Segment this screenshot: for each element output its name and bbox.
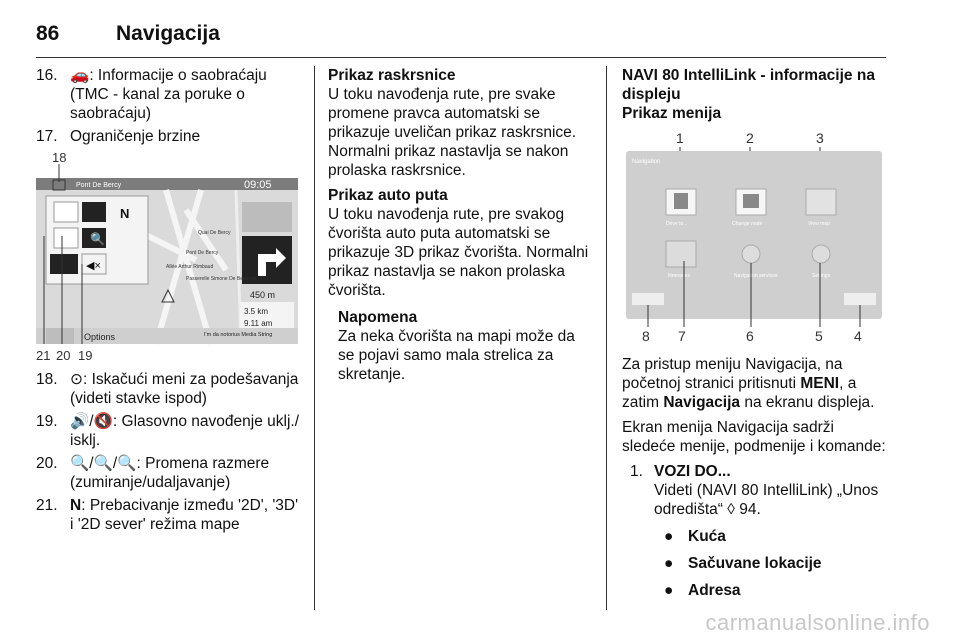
- column-divider: [606, 66, 607, 610]
- svg-text:3: 3: [816, 130, 824, 146]
- list-item: 1. VOZI DO...: [630, 463, 731, 480]
- column-divider: [314, 66, 315, 610]
- paragraph: Ekran menija Navigacija sadrži sledeće menije, podmenije i komande:: [622, 419, 886, 455]
- list-item: 16. 🚗: Informacije o saobraćaju (TMC - kanal za poruke o saobraćaju): [36, 67, 267, 122]
- callout-21: 21: [36, 348, 51, 363]
- page-number: 86: [36, 22, 60, 45]
- settings-icon: ⊙: [70, 371, 83, 388]
- svg-text:8: 8: [642, 328, 650, 341]
- bullet-item: ● Adresa: [664, 582, 741, 599]
- svg-text:View map: View map: [808, 221, 830, 227]
- bullet-item: ● Sačuvane lokacije: [664, 555, 822, 572]
- svg-text:7: 7: [678, 328, 686, 341]
- callout-19: 19: [78, 348, 93, 363]
- list-item: 21. N: Prebacivanje između '2D', '3D' i '2D sever' režima mape: [36, 497, 299, 533]
- column-2: [328, 66, 590, 384]
- column-1: [36, 66, 302, 538]
- column-3: [622, 66, 890, 600]
- section-heading: Prikaz auto puta: [328, 187, 448, 204]
- screen-title: Navigation: [632, 159, 661, 165]
- svg-text:1: 1: [676, 130, 684, 146]
- svg-text:6: 6: [746, 328, 754, 341]
- paragraph: U toku navođenja rute, pre svake promene pravca automatski se prikazuje uveličan prikaz raskrsnice. Normalni prikaz nastavlja se nakon prolaska raskrsnice.: [328, 86, 577, 179]
- map-figure: [36, 150, 298, 364]
- map-time: 09:05: [244, 179, 272, 191]
- page-title: Navigacija: [116, 22, 220, 45]
- list-item: 18. ⊙: Iskačući meni za podešavanja (videti stavke ispod): [36, 371, 299, 407]
- section-subheading: Prikaz menija: [622, 105, 722, 122]
- svg-text:4: 4: [854, 328, 862, 341]
- zoom-icon: 🔍/🔍/🔍: [70, 455, 137, 472]
- svg-text:Pont De Bercy: Pont De Bercy: [186, 250, 219, 256]
- svg-text:Settings: Settings: [812, 273, 831, 279]
- svg-text:🔍: 🔍: [90, 232, 105, 246]
- svg-text:Quai De Bercy: Quai De Bercy: [198, 230, 231, 236]
- paragraph: U toku navođenja rute, pre svakog čvorišta auto puta automatski se prikazuje 3D prikaz čvorišta. Normalni prikaz nastavlja se nakon prolaska čvorišta.: [328, 206, 589, 299]
- list-item: 17. Ograničenje brzine: [36, 128, 201, 145]
- svg-text:5: 5: [815, 328, 823, 341]
- list-item: 20. 🔍/🔍/🔍: Promena razmere (zumiranje/udaljavanje): [36, 455, 270, 491]
- svg-text:Allée Arthur Rimbaud: Allée Arthur Rimbaud: [166, 264, 214, 270]
- paragraph: Za pristup meniju Navigacija, na početnoj stranici pritisnuti MENI, a zatim Navigacija na ekranu displeja.: [622, 356, 875, 411]
- total-distance: 3.5 km: [244, 307, 269, 316]
- menu-figure: [622, 129, 890, 341]
- speaker-icon: 🔊/🔇: [70, 413, 113, 430]
- svg-text:Change route: Change route: [732, 221, 763, 227]
- svg-text:N: N: [120, 206, 130, 221]
- callout-20: 20: [56, 348, 71, 363]
- map-screen-illustration: [36, 150, 298, 364]
- options-label: Options: [84, 332, 116, 342]
- svg-text:2: 2: [746, 130, 754, 146]
- svg-text:Passerelle Simone De Beauvoir: Passerelle Simone De Beauvoir: [186, 276, 257, 282]
- svg-text:◀×: ◀×: [86, 260, 101, 272]
- note-heading: Napomena: [338, 309, 418, 326]
- turn-distance: 450 m: [250, 290, 276, 300]
- note-body: Za neka čvorišta na mapi može da se pojavi samo mala strelica za skretanje.: [338, 328, 575, 383]
- section-heading: Prikaz raskrsnice: [328, 67, 456, 84]
- svg-text:Navigation services: Navigation services: [734, 273, 778, 279]
- watermark-footer: carmanualsonline.info: [705, 610, 930, 635]
- arrival-time: 9.11 am: [244, 319, 273, 328]
- list-item-body: Videti (NAVI 80 IntelliLink) „Unos odredišta“ ◊ 94.: [654, 482, 879, 518]
- page-header: [36, 22, 886, 58]
- svg-text:Itineraries: Itineraries: [668, 273, 690, 279]
- list-item: 19. 🔊/🔇: Glasovno navođenje uklj./ isklj.: [36, 413, 300, 449]
- bullet-item: ● Kuća: [664, 528, 726, 545]
- street-top: Pont De Bercy: [76, 182, 122, 189]
- menu-screen-illustration: [622, 129, 890, 341]
- media-label: I'm da notorius Media String: [204, 332, 273, 338]
- callout-18: 18: [52, 150, 67, 165]
- svg-text:Drive to...: Drive to...: [666, 221, 688, 227]
- car-icon: 🚗: [70, 67, 90, 84]
- section-heading: NAVI 80 IntelliLink - informacije na displeju: [622, 67, 875, 103]
